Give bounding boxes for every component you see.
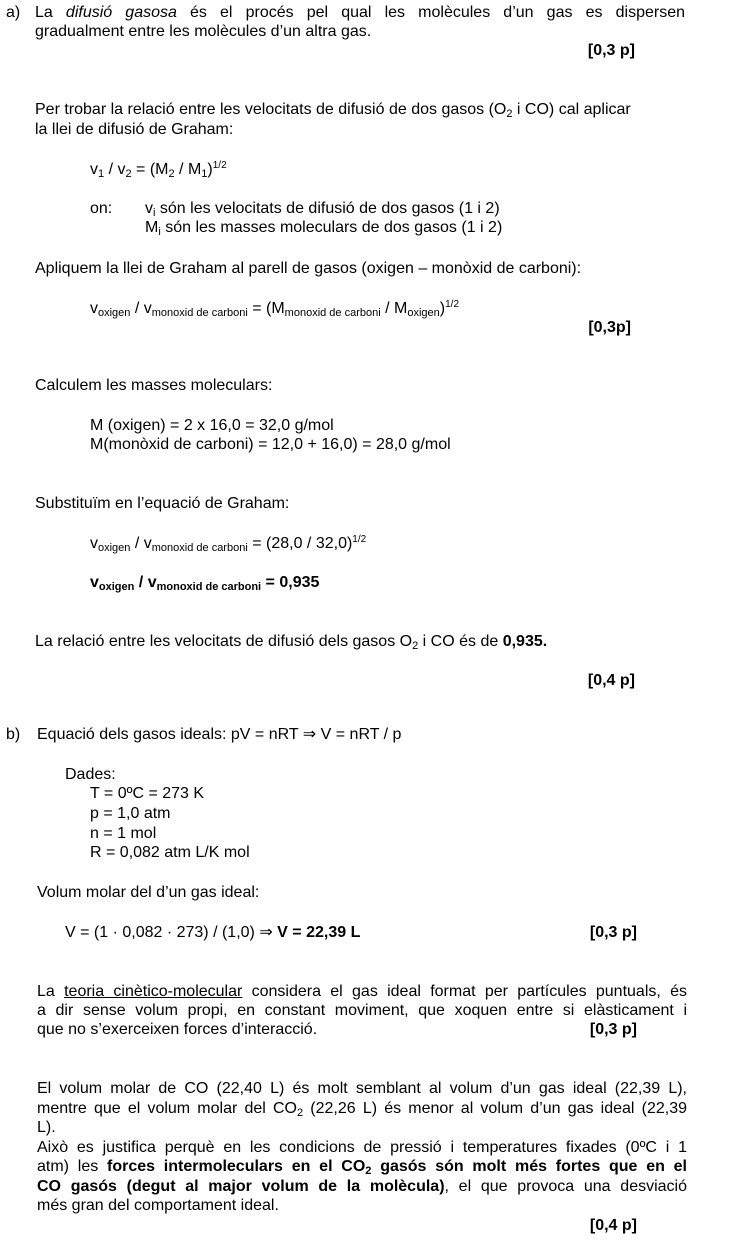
score-a2: [0,3p] xyxy=(588,319,631,336)
graham-intro-line-2: la llei de difusió de Graham: xyxy=(35,121,234,138)
score-a3: [0,4 p] xyxy=(587,672,635,689)
substitute-heading: Substituïm en l’equació de Graham: xyxy=(35,495,290,512)
part-b-marker: b) xyxy=(6,726,21,743)
score-a1: [0,3 p] xyxy=(587,42,635,59)
kinetic-theory-line-1: La teoria cinètico-molecular considera el gas ideal format per partícules puntuals, és xyxy=(37,983,688,1000)
justification-line-4: més gran del comportament ideal. xyxy=(37,1197,279,1214)
where-line-2: $M_i$ són les masses moleculars de dos gasos (1 i 2) xyxy=(145,219,503,238)
calc-masses-heading: Calculem les masses moleculars: xyxy=(35,377,273,394)
score-b1: [0,3 p] xyxy=(589,924,637,941)
mass-oxygen: M (oxigen) = 2 x 16,0 = 32,0 g/mol xyxy=(90,417,334,434)
definition-line-2: gradualment entre les molècules d’un altra gas. xyxy=(35,23,372,40)
part-a-marker: a) xyxy=(6,4,21,21)
where-label: on: xyxy=(90,200,113,217)
comparison-line-2: mentre que el volum molar del $CO_2$ (22,26 L) és menor al volum d’un gas ideal (22,39 xyxy=(37,1100,687,1119)
data-gas-constant: R = 0,082 atm L/K mol xyxy=(90,844,250,861)
definition-line-1: La difusió gasosa és el procés pel qual les molècules d’un gas es dispersen xyxy=(35,4,685,21)
graham-intro-line-1: Per trobar la relació entre les velocitats de difusió de dos gasos ($O_2$ i CO) cal aplicar xyxy=(35,101,631,120)
molar-volume-heading: Volum molar del d’un gas ideal: xyxy=(37,884,260,901)
ideal-gas-equation: Equació dels gasos ideals: pV = nRT ⇒ V = nRT / p xyxy=(37,726,402,743)
justification-line-1: Això es justifica perquè en les condicions de pressió i temperatures fixades (0ºC i 1 xyxy=(37,1139,687,1156)
justification-line-2: atm) les forces intermoleculars en el $CO_2$ gasós són molt més fortes que en el xyxy=(37,1158,687,1177)
mass-co: M(monòxid de carboni) = 12,0 + 16,0) = 28,0 g/mol xyxy=(90,436,451,453)
relation-conclusion: La relació entre les velocitats de difusió dels gasos $O_2$ i CO és de 0,935. xyxy=(35,633,548,652)
comparison-line-3: L). xyxy=(37,1119,56,1136)
comparison-line-1: El volum molar de CO (22,40 L) és molt semblant al volum d’un gas ideal (22,39 L), xyxy=(37,1080,687,1097)
data-moles: n = 1 mol xyxy=(90,825,157,842)
graham-equation: $v_1 / v_2 = (M_2 / M_1)^{1/2}$ xyxy=(90,160,227,180)
data-heading: Dades: xyxy=(65,766,116,783)
where-line-1: $v_i$ són les velocitats de difusió de dos gasos (1 i 2) xyxy=(145,200,500,219)
score-b2: [0,3 p] xyxy=(589,1021,637,1038)
justification-line-3: CO gasós (degut al major volum de la molècula), el que provoca una desviació xyxy=(37,1178,687,1195)
kinetic-theory-line-3: que no s’exerceixen forces d’interacció. xyxy=(37,1021,318,1038)
result-equation: $v_{oxigen} / v_{monoxid de carboni} = 0,935$ xyxy=(90,574,320,593)
oxygen-co-equation: $v_{oxigen} / v_{monoxid de carboni} = (M_{monoxid de carboni} / M_{oxigen})^{1/2}$ xyxy=(90,299,460,319)
substitution-equation: $v_{oxigen} / v_{monoxid de carboni} = (28,0 / 32,0)^{1/2}$ xyxy=(90,534,367,554)
data-pressure: p = 1,0 atm xyxy=(90,805,171,822)
apply-graham-text: Apliquem la llei de Graham al parell de gasos (oxigen – monòxid de carboni): xyxy=(35,260,582,277)
molar-volume-calc: V = (1 · 0,082 · 273) / (1,0) ⇒ V = 22,39 L xyxy=(65,924,361,941)
kinetic-theory-line-2: a dir sense volum propi, en constant moviment, que xoquen entre si elàsticament i xyxy=(37,1002,687,1019)
score-b3: [0,4 p] xyxy=(589,1217,637,1234)
data-temperature: T = 0ºC = 273 K xyxy=(90,785,205,802)
